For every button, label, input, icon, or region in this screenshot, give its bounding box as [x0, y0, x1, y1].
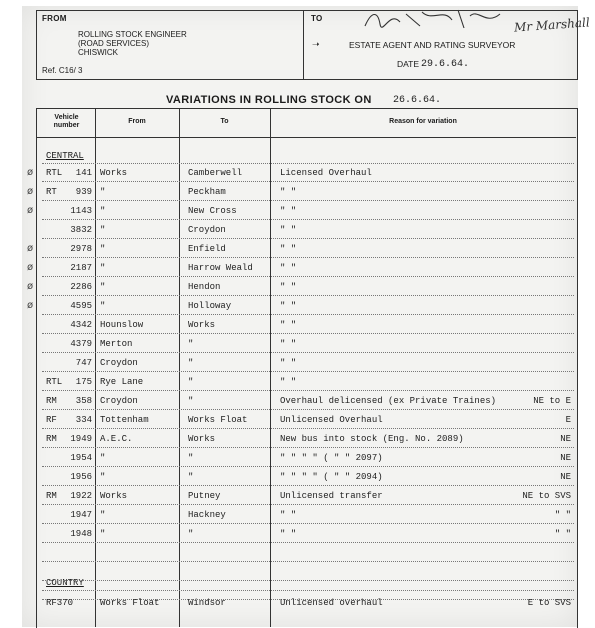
vehicle-number: 3832 — [70, 225, 92, 235]
vehicle-class: RF370 — [46, 598, 74, 608]
note-cell: E — [565, 415, 571, 425]
col-header-to: To — [220, 118, 229, 125]
to-cell: " — [188, 472, 194, 482]
row-rule — [42, 561, 574, 562]
vehicle-number: 939 — [75, 187, 92, 197]
row-mark: ø — [27, 186, 34, 197]
vehicle-number: 1954 — [70, 453, 92, 463]
title-date: 26.6.64. — [393, 95, 442, 106]
vehicle-number: 1948 — [70, 529, 92, 539]
col-header-reason: Reason for variation — [389, 118, 457, 125]
row-rule — [42, 371, 574, 372]
row-rule — [42, 276, 574, 277]
to-cell: Works — [188, 434, 216, 444]
col-divider-2 — [179, 108, 180, 627]
vehicle-number: 1949 — [70, 434, 92, 444]
reason-cell: " " — [280, 358, 297, 368]
to-cell: Croydon — [188, 225, 226, 235]
to-cell: Hendon — [188, 282, 221, 292]
reason-cell: " " — [280, 282, 297, 292]
col-header-vehicle — [38, 114, 95, 130]
reason-cell: " " — [280, 187, 297, 197]
col-header-from: From — [128, 118, 146, 125]
to-cell: " — [188, 396, 194, 406]
from-cell: " — [100, 282, 106, 292]
from-cell: Croydon — [100, 358, 138, 368]
to-cell: " — [188, 339, 194, 349]
row-rule — [42, 523, 574, 524]
note-cell: " " — [554, 529, 571, 539]
vehicle-number: 175 — [75, 377, 92, 387]
reason-cell: " " — [280, 263, 297, 273]
to-cell: Holloway — [188, 301, 232, 311]
to-cell: Works — [188, 320, 216, 330]
row-rule — [42, 447, 574, 448]
row-rule — [42, 257, 574, 258]
row-rule — [42, 580, 574, 581]
reason-cell: " " — [280, 510, 297, 520]
vehicle-class: RM — [46, 396, 57, 406]
note-cell: NE — [560, 472, 571, 482]
header-rule — [36, 137, 576, 138]
row-rule — [42, 390, 574, 391]
row-rule — [42, 352, 574, 353]
reference: Ref. C16/ 3 — [42, 66, 83, 75]
from-label: FROM — [42, 14, 67, 23]
to-cell: Camberwell — [188, 168, 243, 178]
from-line-1: ROLLING STOCK ENGINEER — [78, 30, 187, 39]
vehicle-number: 1143 — [70, 206, 92, 216]
reason-cell: " " — [280, 225, 297, 235]
to-cell: Windsor — [188, 598, 226, 608]
reason-cell: Overhaul delicensed (ex Private Traines) — [280, 396, 497, 406]
to-cell: Hackney — [188, 510, 226, 520]
vehicle-class: RM — [46, 434, 57, 444]
vehicle-number: 1956 — [70, 472, 92, 482]
from-cell: " — [100, 453, 106, 463]
vehicle-number: 2978 — [70, 244, 92, 254]
page-title: VARIATIONS IN ROLLING STOCK ON — [166, 94, 372, 106]
row-mark: ø — [27, 243, 34, 254]
from-cell: Works Float — [100, 598, 160, 608]
arrow-icon: ➝ — [312, 39, 320, 49]
date-label: DATE — [397, 59, 420, 69]
col-header-vehicle-l1: Vehicle — [54, 114, 79, 121]
note-cell: NE to E — [533, 396, 571, 406]
reason-cell: " " — [280, 244, 297, 254]
row-rule — [42, 428, 574, 429]
vehicle-class: RTL — [46, 168, 63, 178]
vehicle-class: RTL — [46, 377, 63, 387]
reason-cell: " " — [280, 339, 297, 349]
row-rule — [42, 542, 574, 543]
vehicle-number: 334 — [75, 415, 92, 425]
reason-cell: New bus into stock (Eng. No. 2089) — [280, 434, 464, 444]
note-cell: " " — [554, 510, 571, 520]
from-cell: Works — [100, 491, 128, 501]
to-cell: Harrow Weald — [188, 263, 253, 273]
reason-cell: " " — [280, 206, 297, 216]
vehicle-number: 4379 — [70, 339, 92, 349]
row-rule — [42, 181, 574, 182]
section-central: CENTRAL — [46, 151, 84, 161]
vehicle-number: 4595 — [70, 301, 92, 311]
row-mark: ø — [27, 281, 34, 292]
reason-cell: " " — [280, 301, 297, 311]
row-rule — [42, 238, 574, 239]
vehicle-number: 1947 — [70, 510, 92, 520]
to-cell: " — [188, 358, 194, 368]
reason-cell: " " " " ( " " 2097) — [280, 453, 383, 463]
header-divider — [303, 11, 304, 79]
vehicle-number: 747 — [75, 358, 92, 368]
vehicle-number: 4342 — [70, 320, 92, 330]
reason-cell: Licensed Overhaul — [280, 168, 372, 178]
note-cell: NE — [560, 434, 571, 444]
reason-cell: Unlicensed transfer — [280, 491, 383, 501]
row-rule — [42, 466, 574, 467]
from-cell: " — [100, 472, 106, 482]
row-rule — [42, 314, 574, 315]
from-cell: " — [100, 206, 106, 216]
row-mark: ø — [27, 167, 34, 178]
vehicle-class: RT — [46, 187, 57, 197]
reason-cell: " " — [280, 377, 297, 387]
col-divider-3 — [270, 108, 271, 627]
from-cell: A.E.C. — [100, 434, 133, 444]
vehicle-number: 2187 — [70, 263, 92, 273]
reason-cell: " " — [280, 529, 297, 539]
row-rule — [42, 485, 574, 486]
from-cell: Tottenham — [100, 415, 149, 425]
from-cell: Merton — [100, 339, 133, 349]
reason-cell: " " " " ( " " 2094) — [280, 472, 383, 482]
to-label: TO — [311, 14, 323, 23]
to-recipient: ESTATE AGENT AND RATING SURVEYOR — [349, 40, 516, 50]
from-cell: Hounslow — [100, 320, 144, 330]
note-cell: E to SVS — [527, 598, 571, 608]
vehicle-number: 2286 — [70, 282, 92, 292]
reason-cell: Unlicensed Overhaul — [280, 415, 383, 425]
section-country: COUNTRY — [46, 578, 84, 588]
variations-table — [36, 108, 578, 628]
from-line-3: CHISWICK — [78, 48, 118, 57]
vehicle-number: 358 — [75, 396, 92, 406]
from-cell: " — [100, 187, 106, 197]
to-cell: Works Float — [188, 415, 248, 425]
row-rule — [42, 295, 574, 296]
from-cell: " — [100, 225, 106, 235]
reason-cell: " " — [280, 320, 297, 330]
to-cell: " — [188, 453, 194, 463]
scribble-icon — [360, 6, 510, 34]
reason-cell: Unlicensed overhaul — [280, 598, 383, 608]
vehicle-class: RM — [46, 491, 57, 501]
to-cell: " — [188, 529, 194, 539]
row-rule — [42, 200, 574, 201]
to-cell: " — [188, 377, 194, 387]
col-divider-1 — [95, 108, 96, 627]
to-cell: New Cross — [188, 206, 237, 216]
vehicle-number: 1922 — [70, 491, 92, 501]
date-value: 29.6.64. — [421, 59, 470, 70]
from-cell: " — [100, 244, 106, 254]
row-mark: ø — [27, 205, 34, 216]
to-cell: Enfield — [188, 244, 226, 254]
row-rule — [42, 504, 574, 505]
to-cell: Peckham — [188, 187, 226, 197]
note-cell: NE — [560, 453, 571, 463]
from-cell: " — [100, 510, 106, 520]
from-line-2: (ROAD SERVICES) — [78, 39, 149, 48]
vehicle-class: RF — [46, 415, 57, 425]
row-mark: ø — [27, 300, 34, 311]
to-cell: Putney — [188, 491, 221, 501]
note-cell: NE to SVS — [522, 491, 571, 501]
row-rule — [42, 163, 574, 164]
from-cell: " — [100, 529, 106, 539]
from-cell: Works — [100, 168, 128, 178]
row-rule — [42, 590, 574, 591]
row-rule — [42, 219, 574, 220]
from-cell: Croydon — [100, 396, 138, 406]
vehicle-number: 141 — [75, 168, 92, 178]
handwritten-name: Mr Marshall — [513, 15, 591, 35]
from-cell: " — [100, 263, 106, 273]
row-rule — [42, 333, 574, 334]
row-rule — [42, 409, 574, 410]
row-mark: ø — [27, 262, 34, 273]
from-cell: " — [100, 301, 106, 311]
from-cell: Rye Lane — [100, 377, 144, 387]
col-header-vehicle-l2: number — [53, 122, 80, 129]
